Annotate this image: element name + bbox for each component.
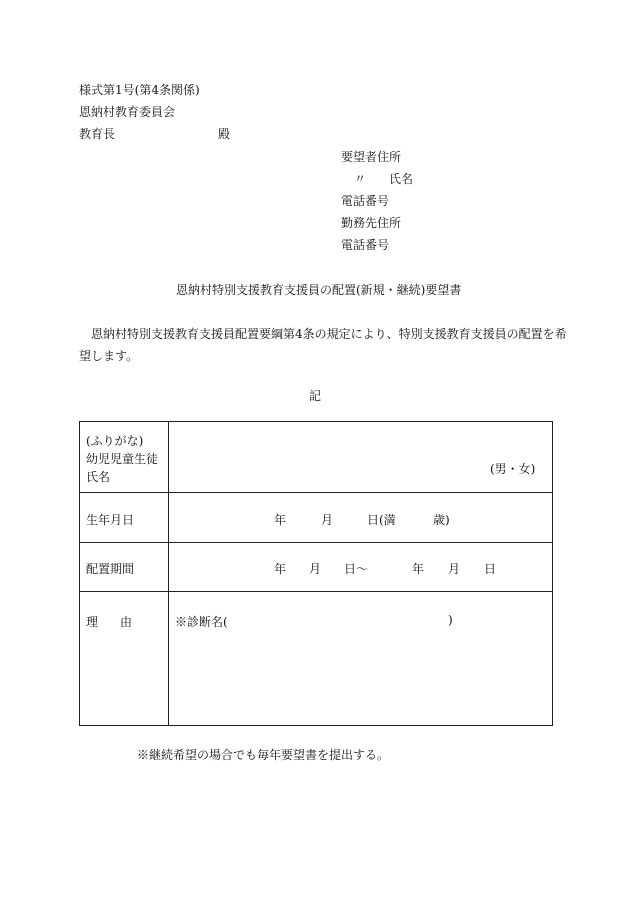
recipient-title: 教育長	[79, 127, 116, 141]
period-start-year-unit: 年	[274, 562, 287, 576]
placement-period-label: 配置期間	[86, 562, 135, 576]
name-label: 氏名	[86, 470, 111, 484]
footer-note: ※継続希望の場合でも毎年要望書を提出する。	[137, 748, 390, 762]
period-end-month-unit: 月	[448, 562, 461, 576]
reason-label-b: 由	[120, 615, 133, 629]
birthdate-label: 生年月日	[86, 513, 135, 527]
body-line-2: 望します。	[79, 349, 139, 363]
work-address-label: 勤務先住所	[341, 216, 402, 230]
row-divider-3	[80, 591, 552, 592]
birth-year-unit: 年	[274, 513, 287, 527]
diagnosis-close: )	[448, 613, 453, 627]
request-form-table	[79, 421, 553, 726]
body-line-1: 恩納村特別支援教育支援員配置要綱第4条の規定により、特別支援教育支援員の配置を希	[91, 327, 567, 341]
work-phone-label: 電話番号	[341, 238, 390, 252]
period-end-day-unit: 日	[484, 562, 497, 576]
period-start-day-unit: 日〜	[344, 562, 369, 576]
row-divider-1	[80, 492, 552, 493]
period-end-year-unit: 年	[412, 562, 425, 576]
reason-label-a: 理	[86, 615, 99, 629]
furigana-label: (ふりがな)	[86, 434, 144, 448]
ditto-mark: 〃	[354, 172, 367, 186]
ki-label: 記	[309, 389, 322, 403]
requester-address-label: 要望者住所	[341, 150, 402, 164]
birth-month-unit: 月	[321, 513, 334, 527]
age-close: 歳)	[433, 513, 450, 527]
period-start-month-unit: 月	[309, 562, 322, 576]
requester-phone-label: 電話番号	[341, 194, 390, 208]
gender-choice[interactable]: (男・女)	[490, 462, 536, 476]
document-title: 恩納村特別支援教育支援員の配置(新規・継続)要望書	[176, 283, 462, 297]
board-name: 恩納村教育委員会	[79, 105, 176, 119]
diagnosis-open: ※診断名(	[175, 615, 228, 629]
row-divider-2	[80, 542, 552, 543]
form-number: 様式第1号(第4条関係)	[79, 83, 200, 97]
student-label: 幼児児童生徒	[86, 452, 159, 466]
requester-name-label: 氏名	[389, 172, 414, 186]
birth-day-age-open: 日(満	[367, 513, 396, 527]
table-column-divider	[168, 422, 169, 725]
recipient-honorific: 殿	[218, 127, 231, 141]
